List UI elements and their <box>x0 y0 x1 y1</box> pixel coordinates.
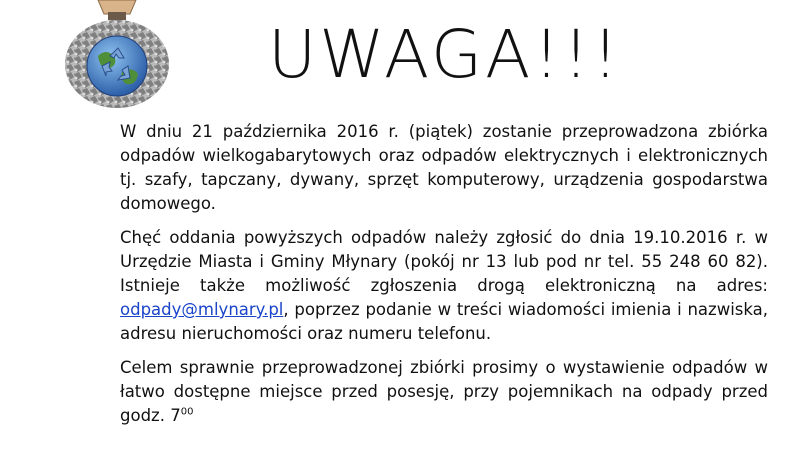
page-title: UWAGA!!! <box>268 16 622 93</box>
email-link[interactable]: odpady@mlynary.pl <box>120 300 284 319</box>
time-superscript: 00 <box>180 406 194 418</box>
registration-text-after: , poprzez podanie w treści wiadomości imienia i nazwiska, adresu nieruchomości oraz numeru telefonu. <box>120 300 768 343</box>
notice-body <box>120 120 768 438</box>
paragraph-registration <box>120 226 768 346</box>
recycling-bag-globe-icon <box>58 0 176 112</box>
paragraph-instructions <box>120 356 768 428</box>
paragraph-collection-date: W dniu 21 października 2016 r. (piątek) zostanie przeprowadzona zbiórka odpadów wielkogabarytowych oraz odpadów elektrycznych i elektronicznych tj. szafy, tapczany, dywany, sprzęt komputerowy, urządzenia gospodarstwa domowego. <box>120 122 768 213</box>
instructions-text: Celem sprawnie przeprowadzonej zbiórki prosimy o wystawienie odpadów w łatwo dostępne miejsce przed posesję, przy pojemnikach na odpady przed godz. 7 <box>120 358 768 425</box>
registration-text-before: Chęć oddania powyższych odpadów należy zgłosić do dnia 19.10.2016 r. w Urzędzie Miasta i Gminy Młynary (pokój nr 13 lub pod nr tel. 55 248 60 82). Istnieje także możliwość zgłoszenia drogą elektroniczną na adres: <box>120 228 768 295</box>
